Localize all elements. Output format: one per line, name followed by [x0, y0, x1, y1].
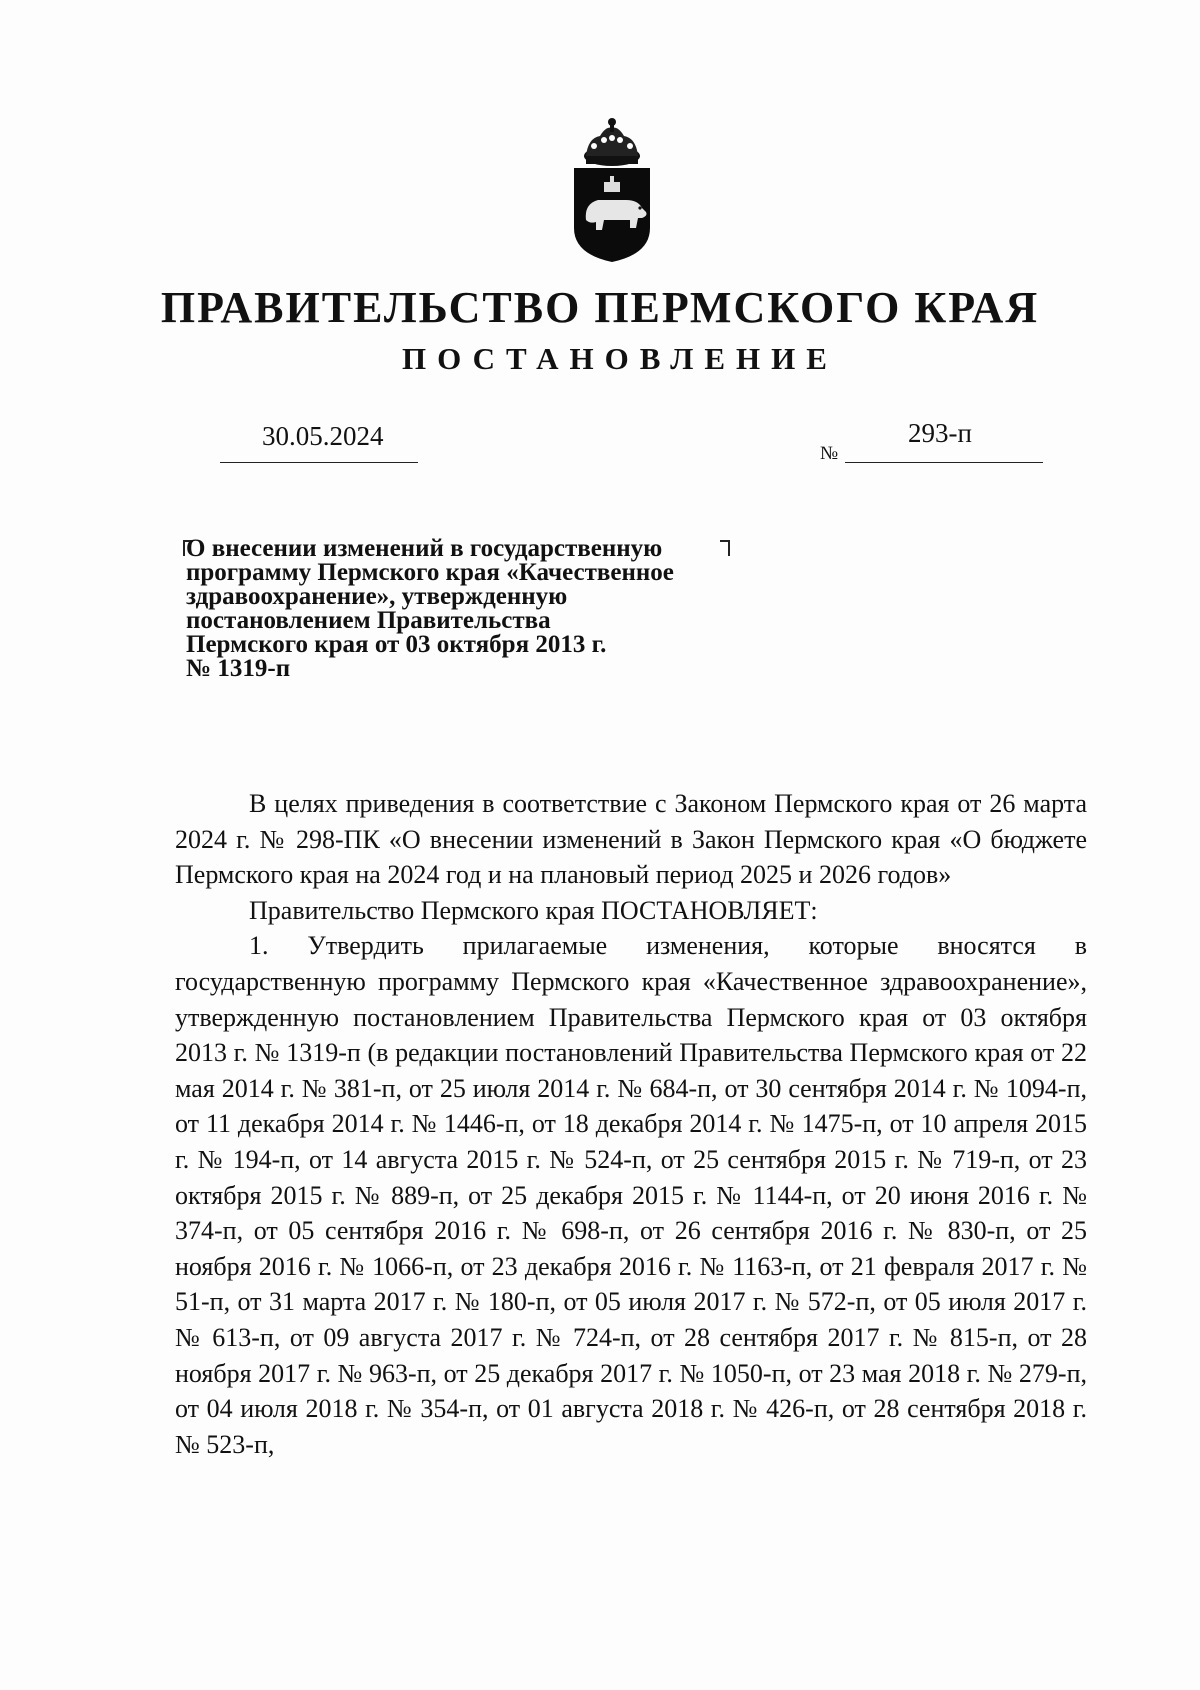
document-type: ПОСТАНОВЛЕНИЕ	[402, 341, 838, 376]
organization-title: ПРАВИТЕЛЬСТВО ПЕРМСКОГО КРАЯ	[160, 283, 1040, 332]
subject-line: программу Пермского края «Качественное	[186, 559, 674, 586]
number-sign: №	[820, 443, 839, 464]
subject-line: Пермского края от 03 октября 2013 г.	[186, 631, 607, 658]
body-paragraph-resolves: Правительство Пермского края ПОСТАНОВЛЯЕТ:	[249, 895, 818, 925]
subject-line: № 1319-п	[186, 655, 291, 682]
number-underline	[845, 462, 1043, 463]
date-underline	[220, 462, 418, 463]
subject-line: постановлением Правительства	[186, 607, 551, 634]
document-subject	[186, 537, 746, 681]
body-paragraph-item-1: 1. Утвердить прилагаемые изменения, которые вносятся в государственную программу Пермского края «Качественное здравоохранение», утвержденную постановлением Правительства Пермского края от 03 октября 2013 г. № 1319-п (в редакции постановлений Правительства Пермского края от 22 мая 2014 г. № 381-п, от 25 июля 2014 г. № 684-п, от 30 сентября 2014 г. № 1094-п, от 11 декабря 2014 г. № 1446-п, от 18 декабря 2014 г. № 1475-п, от 10 апреля 2015 г. № 194-п, от 14 августа 2015 г. № 524-п, от 25 сентября 2015 г. № 719-п, от 23 октября 2015 г. № 889-п, от 25 декабря 2015 г. № 1144-п, от 20 июня 2016 г. № 374-п, от 05 сентября 2016 г. № 698-п, от 26 сентября 2016 г. № 830-п, от 25 ноября 2016 г. № 1066-п, от 23 декабря 2016 г. № 1163-п, от 21 февраля 2017 г. № 51-п, от 31 марта 2017 г. № 180-п, от 05 июля 2017 г. № 572-п, от 05 июля 2017 г. № 613-п, от 09 августа 2017 г. № 724-п, от 28 сентября 2017 г. № 815-п, от 28 ноября 2017 г. № 963-п, от 25 декабря 2017 г. № 1050-п, от 23 мая 2018 г. № 279-п, от 04 июля 2018 г. № 354-п, от 01 августа 2018 г. № 426-п, от 28 сентября 2018 г. № 523-п,	[175, 931, 1087, 1459]
body-paragraph-preamble: В целях приведения в соответствие с Законом Пермского края от 26 марта 2024 г. № 298-ПК «О внесении изменений в Закон Пермского края «О бюджете Пермского края на 2024 год и на плановый период 2025 и 2026 годов»	[175, 789, 1087, 890]
document-number: 293-п	[908, 418, 972, 448]
document-date: 30.05.2024	[262, 421, 384, 451]
perm-krai-coat-of-arms-icon	[564, 116, 660, 266]
subject-line: здравоохранение», утвержденную	[186, 583, 568, 610]
subject-line: О внесении изменений в государственную	[186, 535, 663, 562]
document-body	[175, 786, 1087, 1462]
